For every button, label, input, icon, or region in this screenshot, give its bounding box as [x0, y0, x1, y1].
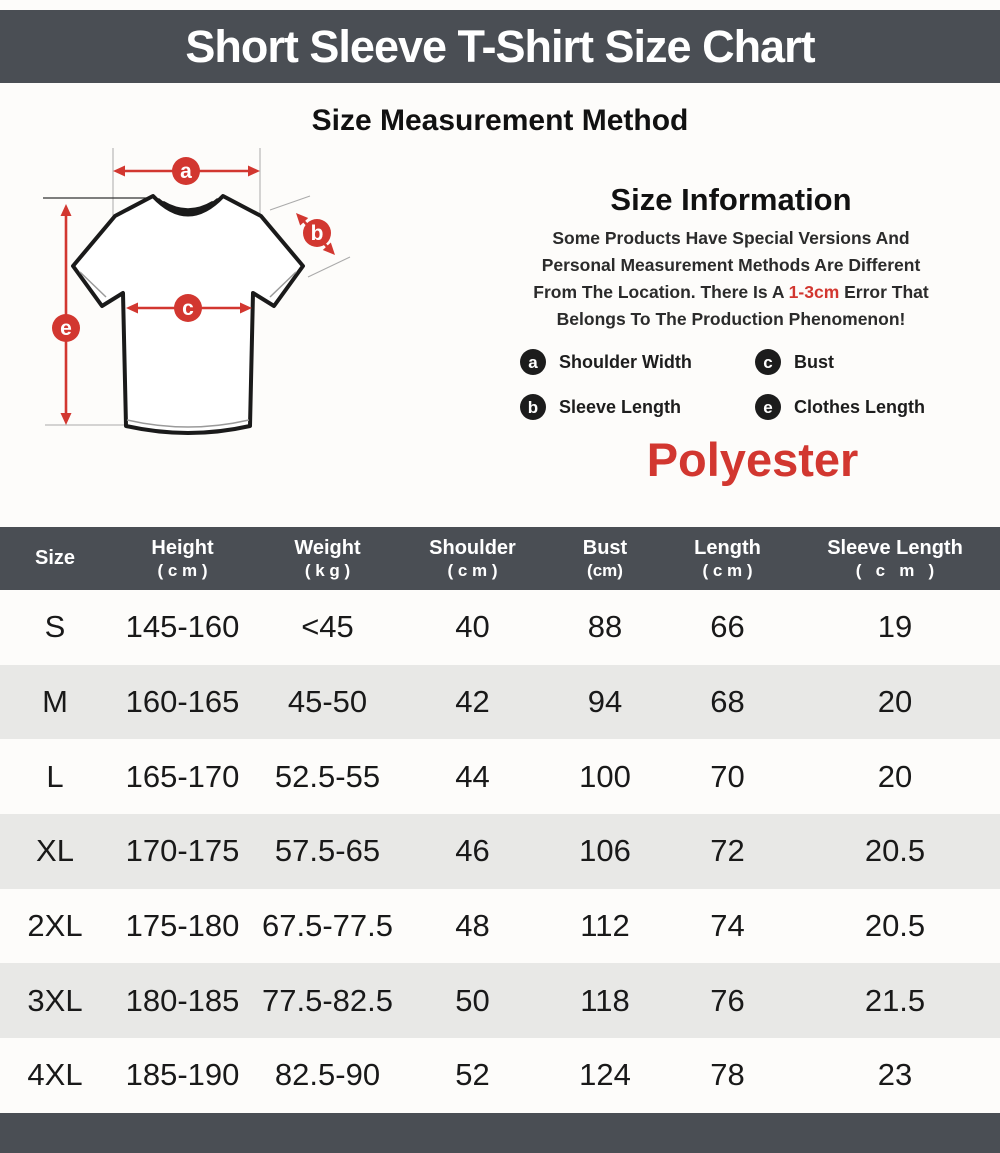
guide-line — [308, 257, 350, 277]
title-bar — [0, 10, 1000, 83]
measurement-value: 77.5-82.5 — [262, 982, 393, 1018]
measurement-value: 19 — [877, 609, 913, 645]
measurement-value: 20.5 — [864, 908, 926, 944]
info-line: Belongs To The Production Phenomenon! — [556, 309, 906, 329]
measurement-legend — [468, 349, 994, 420]
measurement-value: 52.5-55 — [274, 758, 381, 794]
marker-badge-b: b — [520, 394, 546, 420]
size-label: M — [42, 684, 68, 720]
size-label: 3XL — [27, 982, 83, 1018]
measurement-value: 74 — [710, 908, 745, 944]
arrowhead — [61, 413, 72, 425]
arrowhead — [113, 166, 125, 177]
measurement-value: 185-190 — [125, 1057, 240, 1093]
measurement-value: 67.5-77.5 — [262, 908, 393, 944]
info-line: Error That — [839, 282, 929, 302]
table-row-s — [0, 590, 1000, 665]
measurement-value: 78 — [710, 1057, 745, 1093]
method-title: Size Measurement Method — [311, 104, 689, 137]
size-table-header — [0, 527, 1000, 590]
column-header-height: Height ( c m ) — [151, 536, 214, 580]
measurement-value: 57.5-65 — [274, 833, 381, 869]
column-header-size: Size — [34, 547, 76, 569]
info-title: Size Information — [610, 182, 852, 217]
legend-item — [755, 349, 994, 375]
legend-item — [520, 394, 755, 420]
marker-badge-c: c — [755, 349, 781, 375]
measurement-value: 106 — [579, 833, 631, 869]
measurement-value: 52 — [455, 1057, 490, 1093]
column-header-shoulder: Shoulder ( c m ) — [429, 536, 516, 580]
size-label: XL — [36, 833, 74, 869]
marker-a-letter: a — [180, 160, 192, 183]
measurement-value: 66 — [710, 609, 745, 645]
size-table-body — [0, 590, 1000, 1113]
legend-item — [755, 394, 994, 420]
page-title: Short Sleeve T-Shirt Size Chart — [185, 20, 815, 72]
info-paragraph — [468, 225, 994, 333]
marker-badge-e: e — [755, 394, 781, 420]
measurement-value: <45 — [301, 609, 354, 645]
size-label: 4XL — [27, 1057, 83, 1093]
measurement-value: 40 — [455, 609, 490, 645]
marker-b-letter: b — [310, 222, 324, 245]
column-header-length: Length ( c m ) — [694, 536, 761, 580]
measurement-value: 45-50 — [287, 684, 368, 720]
measurement-value: 145-160 — [125, 609, 240, 645]
measurement-value: 94 — [587, 684, 623, 720]
measurement-value: 112 — [580, 908, 630, 944]
info-line: From The Location. There Is A — [533, 282, 789, 302]
info-line: Some Products Have Special Versions And — [552, 228, 910, 248]
material-label: Polyester — [646, 433, 859, 486]
measurement-value: 124 — [579, 1057, 631, 1093]
measurement-value: 21.5 — [864, 982, 926, 1018]
measurement-value: 23 — [877, 1057, 913, 1093]
measurement-value: 20 — [877, 684, 913, 720]
marker-badge-a: a — [520, 349, 546, 375]
legend-label: Clothes Length — [794, 396, 925, 417]
size-label: 2XL — [27, 908, 83, 944]
size-label: S — [44, 609, 66, 645]
column-header-weight: Weight ( k g ) — [294, 536, 361, 580]
table-row-3xl — [0, 963, 1000, 1038]
measurement-value: 68 — [710, 684, 745, 720]
table-row-2xl — [0, 889, 1000, 964]
column-header-sleeve-length: Sleeve Length ( c m ) — [827, 536, 963, 580]
measurement-value: 100 — [579, 758, 631, 794]
guide-line — [270, 196, 310, 210]
measurement-value: 42 — [455, 684, 490, 720]
table-row-xl — [0, 814, 1000, 889]
table-row-l — [0, 739, 1000, 814]
arrowhead — [61, 204, 72, 216]
measurement-value: 20 — [877, 758, 913, 794]
legend-label: Bust — [794, 351, 834, 372]
marker-e-letter: e — [60, 317, 72, 340]
measurement-value: 48 — [455, 908, 490, 944]
measurement-value: 20.5 — [864, 833, 926, 869]
tshirt-measurement-diagram — [20, 148, 470, 478]
arrowhead — [248, 166, 260, 177]
measurement-value: 46 — [455, 833, 490, 869]
size-table — [0, 527, 1000, 1113]
measurement-value: 88 — [587, 609, 623, 645]
legend-label: Sleeve Length — [559, 396, 682, 417]
table-row-m — [0, 665, 1000, 740]
measurement-value: 170-175 — [125, 833, 240, 869]
footer-bar — [0, 1113, 1000, 1153]
info-highlight: 1-3cm — [788, 282, 840, 302]
measurement-value: 44 — [455, 758, 490, 794]
measurement-value: 175-180 — [125, 908, 240, 944]
info-line: Personal Measurement Methods Are Different — [541, 255, 921, 275]
measurement-value: 82.5-90 — [274, 1057, 381, 1093]
measurement-value: 50 — [455, 982, 490, 1018]
measurement-value: 160-165 — [125, 684, 240, 720]
measurement-value: 118 — [580, 982, 630, 1018]
column-header-bust: Bust (cm) — [582, 536, 628, 580]
measurement-value: 72 — [710, 833, 745, 869]
size-information-section — [468, 182, 994, 420]
marker-c-letter: c — [182, 297, 194, 320]
size-label: L — [46, 758, 64, 794]
measurement-value: 70 — [710, 758, 745, 794]
measurement-value: 76 — [710, 982, 745, 1018]
table-row-4xl — [0, 1038, 1000, 1113]
measurement-value: 165-170 — [125, 758, 240, 794]
legend-item — [520, 349, 755, 375]
legend-label: Shoulder Width — [559, 351, 692, 372]
tshirt-diagram-svg — [20, 148, 470, 478]
measurement-value: 180-185 — [125, 982, 240, 1018]
